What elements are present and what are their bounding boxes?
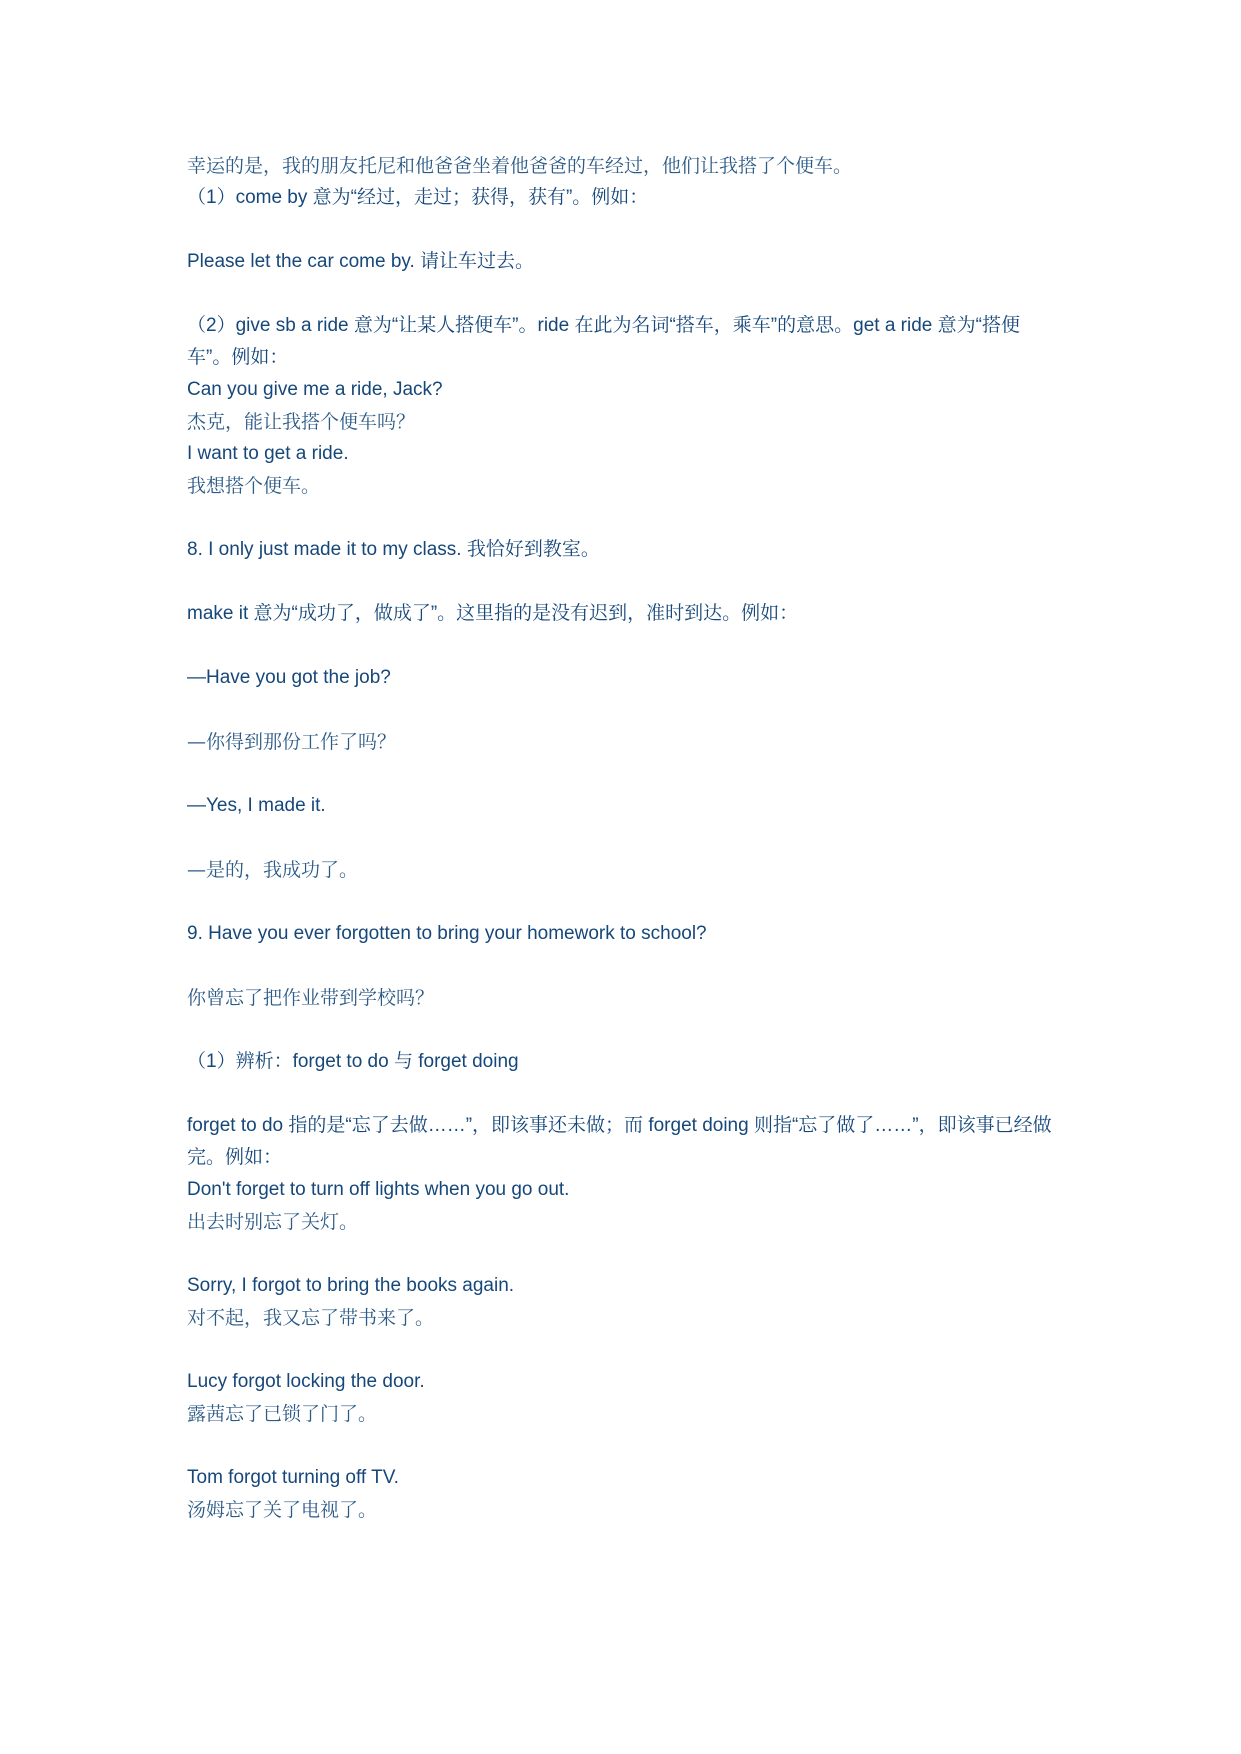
paragraph-gap xyxy=(187,950,1057,982)
paragraph-gap xyxy=(187,1430,1057,1462)
text-line: Tom forgot turning off TV. xyxy=(187,1467,399,1488)
text-line: Don't forget to turn off lights when you go out. xyxy=(187,1179,570,1200)
text-line: 8. I only just made it to my class. 我恰好到教室。 xyxy=(187,539,600,560)
text-line: 你曾忘了把作业带到学校吗？ xyxy=(187,987,435,1009)
paragraph-gap xyxy=(187,566,1057,598)
paragraph-gap xyxy=(187,630,1057,662)
paragraph-gap xyxy=(187,502,1057,534)
paragraph-gap xyxy=(187,1014,1057,1046)
text-line: Sorry, I forgot to bring the books again. xyxy=(187,1275,515,1296)
text-line: I want to get a ride. xyxy=(187,443,349,464)
text-line: （2）give sb a ride 意为“让某人搭便车”。ride 在此为名词“搭车，乘车”的意思。get a ride 意为“搭便车”。例如： xyxy=(187,315,1020,368)
text-line: （1）come by 意为“经过，走过；获得，获有”。例如： xyxy=(187,187,649,208)
paragraph-gap xyxy=(187,278,1057,310)
document-page xyxy=(187,150,1057,1526)
text-line: —是的，我成功了。 xyxy=(187,859,359,881)
text-line: 汤姆忘了关了电视了。 xyxy=(187,1499,378,1521)
text-line: 对不起，我又忘了带书来了。 xyxy=(187,1307,435,1329)
text-line: forget to do 指的是“忘了去做……”，即该事还未做；而 forget doing 则指“忘了做了……”，即该事已经做完。例如： xyxy=(187,1115,1052,1168)
paragraph-gap xyxy=(187,758,1057,790)
text-line: Please let the car come by. 请让车过去。 xyxy=(187,251,535,272)
paragraph-gap xyxy=(187,886,1057,918)
text-line: （1）辨析：forget to do 与 forget doing xyxy=(187,1051,519,1072)
paragraph-gap xyxy=(187,1334,1057,1366)
paragraph-gap xyxy=(187,694,1057,726)
text-line: Can you give me a ride, Jack? xyxy=(187,379,443,400)
text-line: 杰克，能让我搭个便车吗？ xyxy=(187,411,416,433)
text-line: Lucy forgot locking the door. xyxy=(187,1371,425,1392)
paragraph-gap xyxy=(187,214,1057,246)
text-line: make it 意为“成功了，做成了”。这里指的是没有迟到，准时到达。例如： xyxy=(187,603,799,624)
text-line: 我想搭个便车。 xyxy=(187,475,321,497)
text-line: 露茜忘了已锁了门了。 xyxy=(187,1403,378,1425)
paragraph-gap xyxy=(187,822,1057,854)
paragraph-gap xyxy=(187,1238,1057,1270)
text-line: 出去时别忘了关灯。 xyxy=(187,1211,359,1233)
text-line: —Yes, I made it. xyxy=(187,795,326,816)
text-line: 幸运的是，我的朋友托尼和他爸爸坐着他爸爸的车经过，他们让我搭了个便车。 xyxy=(187,155,853,177)
paragraph-gap xyxy=(187,1078,1057,1110)
text-line: —你得到那份工作了吗？ xyxy=(187,731,397,753)
text-line: 9. Have you ever forgotten to bring your homework to school? xyxy=(187,923,707,944)
text-line: —Have you got the job? xyxy=(187,667,391,688)
